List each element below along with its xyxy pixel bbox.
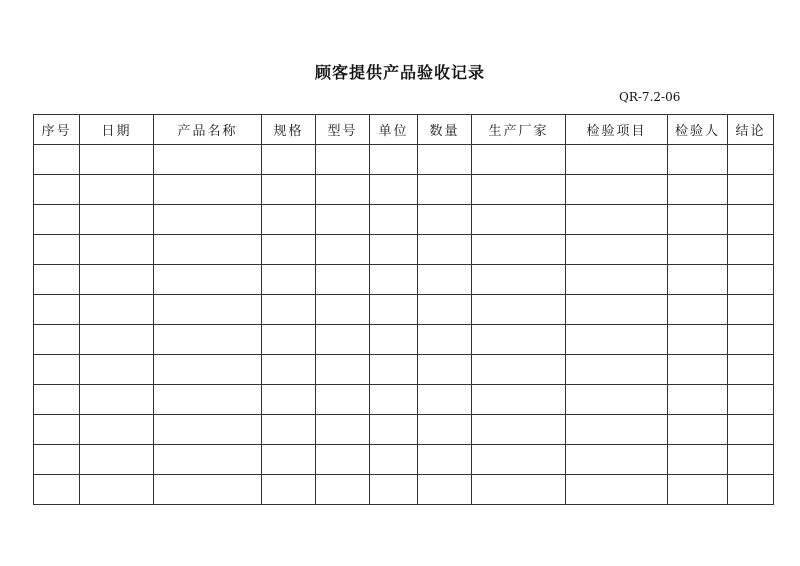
table-cell[interactable] [728,175,774,205]
table-cell[interactable] [370,325,418,355]
table-cell[interactable] [262,355,316,385]
table-cell[interactable] [418,235,472,265]
table-cell[interactable] [370,385,418,415]
table-cell[interactable] [34,415,80,445]
table-cell[interactable] [316,145,370,175]
column-header-inspector: 检验人 [668,115,728,145]
table-cell[interactable] [370,295,418,325]
table-cell[interactable] [566,355,668,385]
table-cell[interactable] [34,295,80,325]
table-cell[interactable] [370,175,418,205]
table-row [34,145,774,175]
column-header-product-name: 产品名称 [154,115,262,145]
table-cell[interactable] [34,325,80,355]
table-cell[interactable] [262,385,316,415]
table-cell[interactable] [80,325,154,355]
table-cell[interactable] [566,385,668,415]
column-header-inspection-item: 检验项目 [566,115,668,145]
table-cell[interactable] [472,265,566,295]
table-cell[interactable] [80,385,154,415]
column-header-serial: 序号 [34,115,80,145]
table-cell[interactable] [728,205,774,235]
table-cell[interactable] [668,205,728,235]
table-cell[interactable] [154,415,262,445]
table-cell[interactable] [80,415,154,445]
table-cell[interactable] [80,175,154,205]
table-cell[interactable] [80,205,154,235]
table-cell[interactable] [316,325,370,355]
table-row [34,385,774,415]
table-cell[interactable] [154,265,262,295]
table-cell[interactable] [80,355,154,385]
table-cell[interactable] [370,205,418,235]
table-cell[interactable] [668,445,728,475]
document-code: QR-7.2-06 [619,90,681,104]
table-cell[interactable] [154,205,262,235]
table-cell[interactable] [418,415,472,445]
acceptance-record-table [33,114,774,505]
table-cell[interactable] [668,295,728,325]
table-cell[interactable] [316,385,370,415]
table-cell[interactable] [668,385,728,415]
table-cell[interactable] [728,265,774,295]
table-cell[interactable] [80,295,154,325]
table-cell[interactable] [472,415,566,445]
document-title: 顾客提供产品验收记录 [314,63,485,82]
table-row [34,325,774,355]
table-row [34,445,774,475]
table-cell[interactable] [728,325,774,355]
table-cell[interactable] [472,295,566,325]
table-cell[interactable] [668,235,728,265]
table-cell[interactable] [34,175,80,205]
table-cell[interactable] [316,205,370,235]
table-cell[interactable] [668,265,728,295]
table-cell[interactable] [370,355,418,385]
table-cell[interactable] [34,145,80,175]
table-cell[interactable] [34,475,80,505]
table-row [34,355,774,385]
table-cell[interactable] [154,325,262,355]
column-header-quantity: 数量 [418,115,472,145]
table-cell[interactable] [728,295,774,325]
table-cell[interactable] [316,475,370,505]
table-cell[interactable] [370,235,418,265]
column-header-date: 日期 [80,115,154,145]
column-header-conclusion: 结论 [728,115,774,145]
table-cell[interactable] [80,145,154,175]
table-cell[interactable] [418,385,472,415]
table-cell[interactable] [80,475,154,505]
table-cell[interactable] [728,385,774,415]
table-cell[interactable] [728,445,774,475]
table-cell[interactable] [728,415,774,445]
table-cell[interactable] [418,265,472,295]
table-cell[interactable] [80,445,154,475]
table-cell[interactable] [668,175,728,205]
table-cell[interactable] [668,355,728,385]
table-cell[interactable] [154,235,262,265]
column-header-specification: 规格 [262,115,316,145]
table-row [34,175,774,205]
column-header-manufacturer: 生产厂家 [472,115,566,145]
table-cell[interactable] [34,355,80,385]
table-cell[interactable] [472,205,566,235]
table-cell[interactable] [668,325,728,355]
table-cell[interactable] [316,355,370,385]
table-cell[interactable] [566,475,668,505]
table-cell[interactable] [262,445,316,475]
table-cell[interactable] [34,445,80,475]
table-cell[interactable] [370,475,418,505]
table-cell[interactable] [418,205,472,235]
table-row [34,265,774,295]
table-cell[interactable] [566,205,668,235]
table-cell[interactable] [154,475,262,505]
table-cell[interactable] [566,325,668,355]
table-cell[interactable] [728,235,774,265]
table-cell[interactable] [316,235,370,265]
table-cell[interactable] [154,145,262,175]
table-cell[interactable] [472,445,566,475]
table-cell[interactable] [370,145,418,175]
table-row [34,235,774,265]
table-row [34,205,774,235]
table-cell[interactable] [418,325,472,355]
table-cell[interactable] [418,445,472,475]
table-cell[interactable] [668,415,728,445]
table-cell[interactable] [80,265,154,295]
table-cell[interactable] [80,235,154,265]
table-cell[interactable] [316,265,370,295]
table-cell[interactable] [316,295,370,325]
table-cell[interactable] [262,415,316,445]
table-row [34,295,774,325]
table-cell[interactable] [472,385,566,415]
table-cell[interactable] [668,475,728,505]
table-cell[interactable] [34,385,80,415]
table-cell[interactable] [154,175,262,205]
table-cell[interactable] [418,295,472,325]
table-cell[interactable] [668,145,728,175]
table-cell[interactable] [34,265,80,295]
table-cell[interactable] [154,355,262,385]
table-cell[interactable] [728,355,774,385]
table-cell[interactable] [262,325,316,355]
table-cell[interactable] [370,265,418,295]
table-cell[interactable] [154,385,262,415]
table-cell[interactable] [34,205,80,235]
table-cell[interactable] [566,445,668,475]
table-cell[interactable] [262,205,316,235]
table-cell[interactable] [472,145,566,175]
table-cell[interactable] [472,235,566,265]
table-cell[interactable] [262,295,316,325]
table-cell[interactable] [418,475,472,505]
table-cell[interactable] [566,415,668,445]
table-cell[interactable] [472,475,566,505]
table-cell[interactable] [728,145,774,175]
table-cell[interactable] [262,175,316,205]
table-cell[interactable] [566,175,668,205]
table-cell[interactable] [316,175,370,205]
table-cell[interactable] [566,235,668,265]
column-header-model: 型号 [316,115,370,145]
table-cell[interactable] [566,265,668,295]
table-cell[interactable] [34,235,80,265]
table-cell[interactable] [316,445,370,475]
table-cell[interactable] [472,175,566,205]
table-body [34,145,774,505]
table-cell[interactable] [154,445,262,475]
table-cell[interactable] [418,175,472,205]
table-cell[interactable] [566,295,668,325]
table-cell[interactable] [472,325,566,355]
table-row [34,475,774,505]
table-cell[interactable] [472,355,566,385]
table-cell[interactable] [262,235,316,265]
table-cell[interactable] [262,265,316,295]
table-cell[interactable] [370,415,418,445]
table-row [34,415,774,445]
table-cell[interactable] [566,145,668,175]
table-cell[interactable] [418,145,472,175]
table-cell[interactable] [728,475,774,505]
table-cell[interactable] [418,355,472,385]
table-cell[interactable] [370,445,418,475]
table-cell[interactable] [316,415,370,445]
table-header-row [34,115,774,145]
column-header-unit: 单位 [370,115,418,145]
table-cell[interactable] [262,145,316,175]
table-cell[interactable] [262,475,316,505]
table-cell[interactable] [154,295,262,325]
